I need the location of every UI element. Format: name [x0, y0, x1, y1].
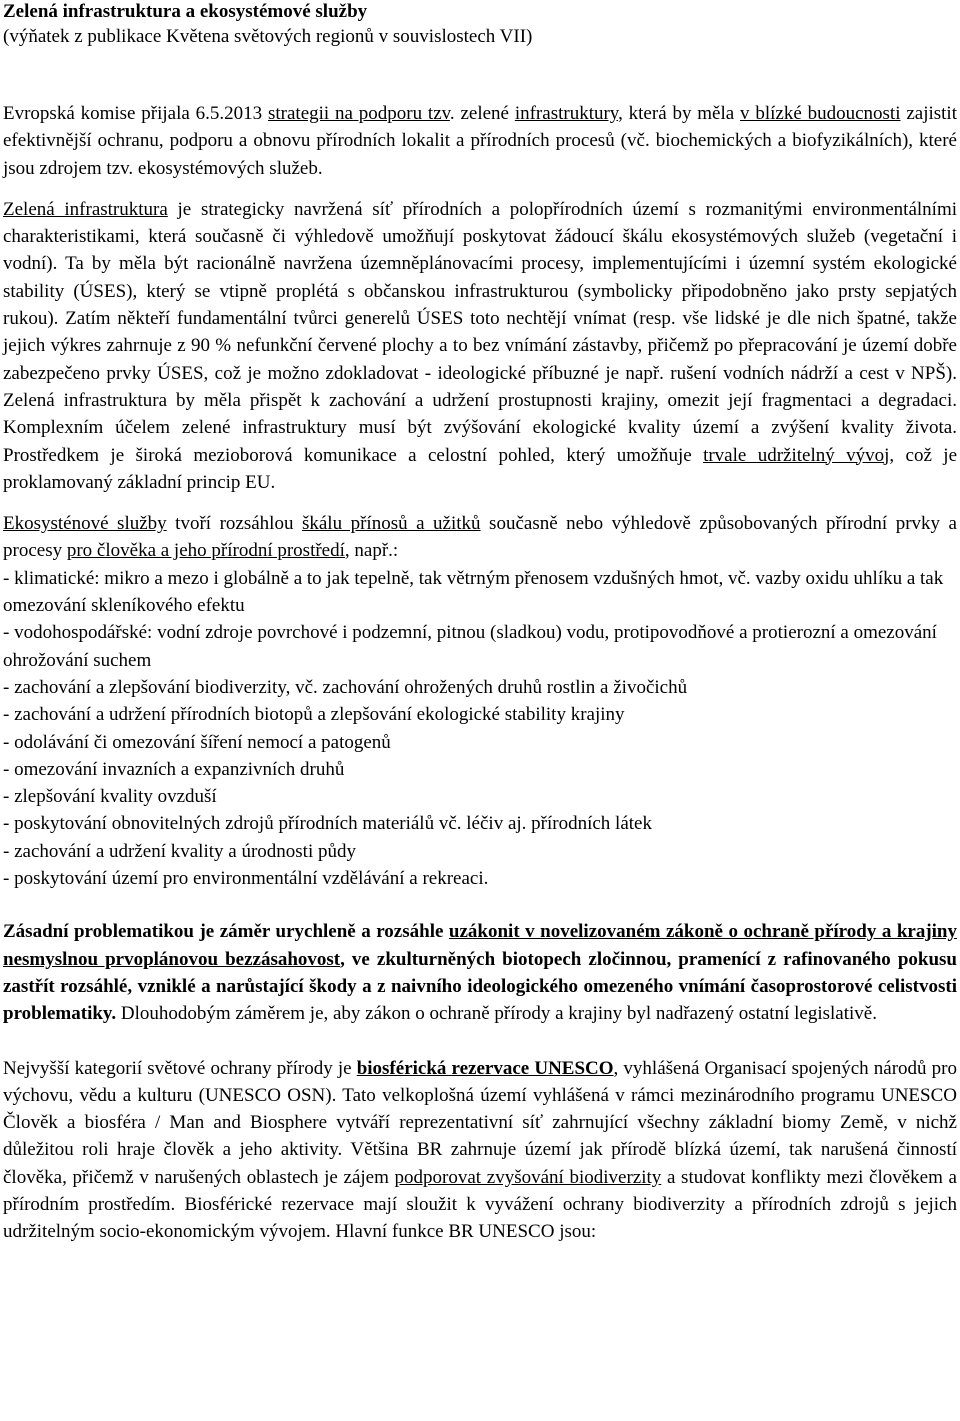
paragraph-key-problem — [3, 918, 957, 1027]
underlined-phrase: v blízké budoucnosti — [740, 103, 901, 124]
underlined-phrase: trvale udržitelný vývoj — [703, 444, 890, 466]
list-item: - poskytování území pro environmentální vzdělávání a rekreaci. — [3, 868, 489, 890]
paragraph-ecosystem-services — [3, 510, 957, 565]
underlined-phrase: infrastruktury — [514, 103, 619, 124]
list-item: - zachování a udržení přírodních biotopů a zlepšování ekologické stability krajiny — [3, 704, 625, 726]
underlined-phrase: strategii na podporu tzv — [267, 103, 450, 124]
text-span: Nejvyšší kategorií světové ochrany přírody je — [3, 1057, 357, 1079]
services-list — [3, 565, 957, 893]
document-subtitle: (výňatek z publikace Květena světových regionů v souvislostech VII) — [3, 26, 533, 47]
underlined-phrase: pro člověka a jeho přírodní prostředí — [66, 540, 345, 562]
list-item: - klimatické: mikro a mezo i globálně a to jak tepelně, tak větrným přenosem vzdušných hmot, vč. vazby oxidu uhlíku a tak omezování skleníkového efektu — [3, 567, 944, 617]
list-item: - poskytování obnovitelných zdrojů přírodních materiálů vč. léčiv aj. přírodních látek — [3, 813, 652, 835]
text-span: Evropská komise přijala 6.5.2013 — [3, 103, 268, 124]
document-title: Zelená infrastruktura a ekosystémové služby — [3, 1, 368, 22]
text-span: tvoří rozsáhlou — [166, 513, 302, 535]
text-span: a studovat konflikty mezi člověkem a přírodním prostředím. Biosférické rezervace mají sloužit k vyvážení ochrany biodiverzity a přírodních zdrojů s jejich udržitelným socio-ekonomickým vývojem. Hlavní funkce BR UNESCO jsou: — [3, 1166, 957, 1243]
underlined-phrase: škálu přínosů a užitků — [301, 513, 481, 535]
underlined-phrase: uzákonit v novelizovaném zákoně o ochraně přírody a krajiny nesmyslnou prvoplánovou bezzásahovost — [3, 921, 957, 970]
text-span: Dlouhodobým záměrem je, aby zákon o ochraně přírody a krajiny byl nadřazený ostatní legislativě. — [116, 1003, 877, 1025]
text-span: , která by měla — [618, 103, 741, 124]
underlined-phrase: Zelená infrastruktura — [3, 198, 168, 220]
text-span: je strategicky navržená síť přírodních a polopřírodních území s rozmanitými environmentálními charakteristikami, která současně či výhledově umožňují poskytovat žádoucí škálu ekosystémových služeb (vegetační i vodní). Ta by měla být racionálně navržena územněplánovacími procesy, implementujícími i územní systém ekologické stability (ÚSES), který se vtipně proplétá s občanskou infrastrukturou (symbolicky připodobněno jako prsty sepjatých rukou). Zatím někteří fundamentální tvůrci generelů ÚSES toto nechtějí vnímat (resp. vše lidské je dle nich špatné, takže jejich výkres zahrnuje z 90 % nefunkční červené plochy a to bez vnímání zástavby, přičemž po přepracování je území dobře zabezpečeno prvky ÚSES, což je možno zdokladovat - ideologické příbuzné je např. rušení vodních nádrží a cest v NPŠ). Zelená infrastruktura by měla přispět k zachování a udržení prostupnosti krajiny, omezit její fragmentaci a degradaci. Komplexním účelem zelené infrastruktury musí být zvýšování ekologické kvality území a zvýšení kvality života. Prostředkem je široká mezioborová komunikace a celostní pohled, který umožňuje — [3, 198, 958, 466]
text-span: , vyhlášená Organisací spojených národů pro výchovu, vědu a kulturu (UNESCO OSN). Tato velkoplošná území vyhlášená v rámci mezinárodního programu UNESCO Člověk a biosféra / Man and Biosphere vytváří reprezentativní síť zahrnující všechny základní biomy Země, v nichž důležitou roli hraje člověk a jeho aktivity. Většina BR zahrnuje území jak přírodě blízká území, tak narušená činností člověka, přičemž v narušených oblastech je zájem — [3, 1057, 957, 1188]
bold-phrase: Zásadní problematikou je záměr urychleně a rozsáhle — [3, 921, 449, 943]
list-item: - zlepšování kvality ovzduší — [3, 786, 217, 808]
text-span: , což je proklamovaný základní princip EU. — [3, 444, 958, 493]
text-span: současně nebo výhledově způsobovaných přírodní prvky a procesy — [3, 513, 957, 562]
text-span: . zelené — [449, 103, 515, 124]
text-span: zajistit efektivnější ochranu, podporu a obnovu přírodních lokalit a přírodních procesů (vč. biochemických a biofyzikálních), které jsou zdrojem tzv. ekosystémových služeb. — [3, 103, 957, 179]
list-item: - odolávání či omezování šíření nemocí a patogenů — [3, 731, 391, 753]
paragraph-commission-strategy — [3, 100, 957, 182]
underlined-phrase: podporovat zvyšování biodiverzity — [394, 1166, 662, 1188]
text-span: , např.: — [344, 540, 399, 562]
list-item: - omezování invazních a expanzivních druhů — [3, 758, 345, 780]
list-item: - vodohospodářské: vodní zdroje povrchové i podzemní, pitnou (sladkou) vodu, protipovodňové a protierozní a omezování ohrožování suchem — [3, 622, 937, 671]
list-item: - zachování a zlepšování biodiverzity, vč. zachování ohrožených druhů rostlin a živočichů — [3, 676, 688, 698]
underlined-phrase: biosférická rezervace UNESCO — [356, 1057, 614, 1079]
paragraph-unesco-biosphere — [3, 1055, 957, 1246]
paragraph-green-infrastructure — [3, 196, 957, 496]
underlined-phrase: Ekosysténové služby — [3, 513, 167, 535]
bold-underlined-phrase — [357, 1058, 614, 1079]
bold-phrase: , ve zkulturněných biotopech zločinnou, pramenící z rafinovaného pokusu zastřít rozsáhlé, vzniklé a narůstající škody a z naivního ideologického omezeného vnímání časoprostorové celistvosti problematiky. — [3, 948, 957, 1025]
list-item: - zachování a udržení kvality a úrodnosti půdy — [3, 840, 356, 862]
